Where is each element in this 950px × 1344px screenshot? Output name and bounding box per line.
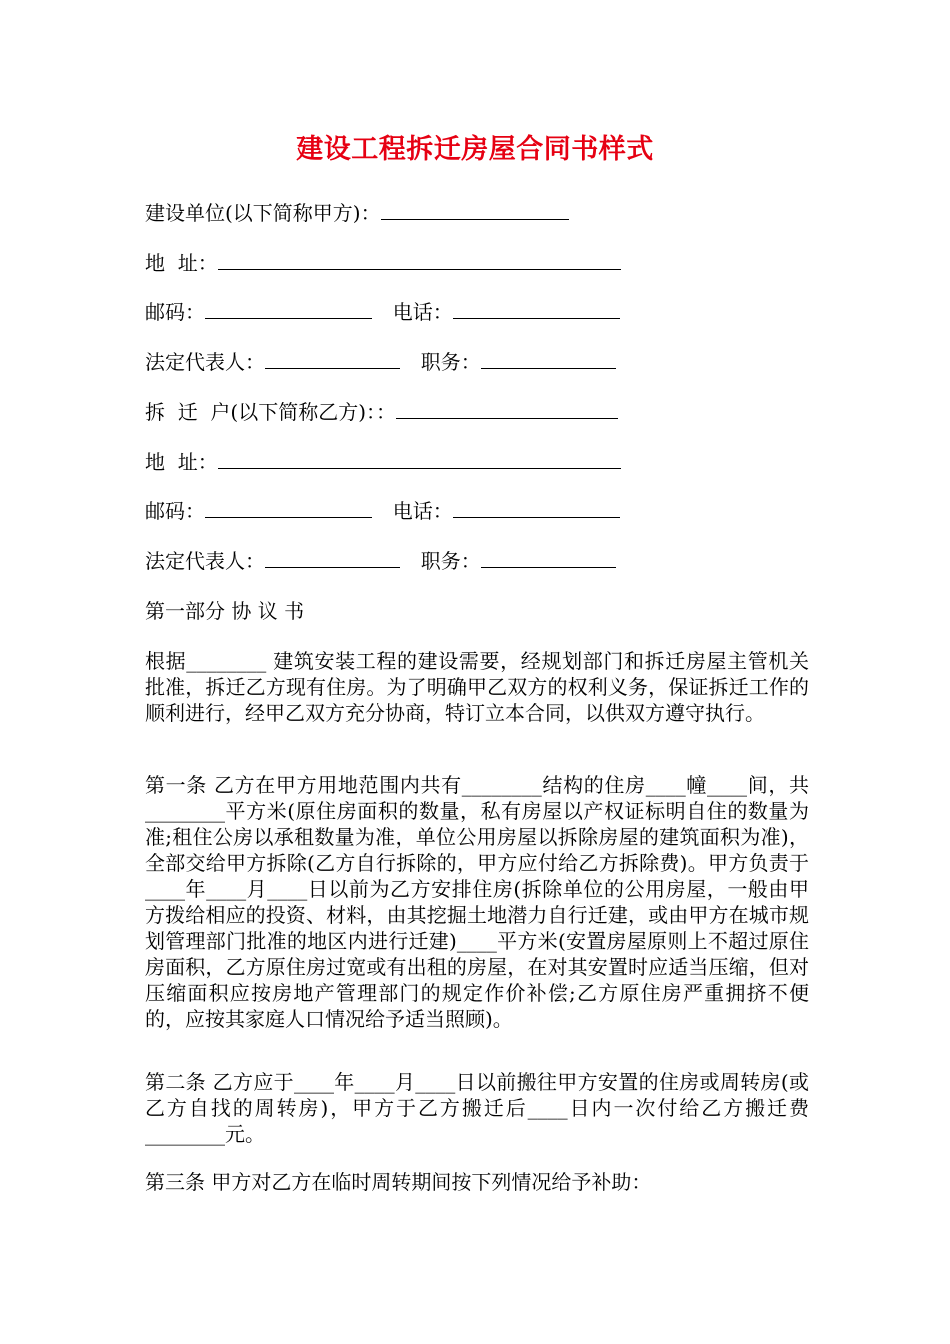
party-b-contact-row (145, 497, 620, 525)
article-3 (145, 1169, 809, 1195)
party-a-contact-row (145, 298, 620, 326)
party-b-rep-blank (265, 547, 400, 568)
intro-paragraph-text: 根据________ 建筑安装工程的建设需要，经规划部门和拆迁房屋主管机关批准，拆迁乙方现有住房。为了明确甲乙双方的权利义务，保证拆迁工作的顺利进行，经甲乙双方充分协商，特订立本合同，以供双方遵守执行。 (145, 649, 809, 725)
intro-paragraph (145, 648, 809, 726)
party-a-rep-label: 法定代表人： (145, 350, 265, 374)
party-a-unit-row (145, 199, 569, 227)
section-heading: 第一部分 协 议 书 (145, 599, 305, 623)
party-b-position-label: 职务： (420, 549, 481, 573)
party-b-unit-row (145, 398, 618, 426)
party-a-unit-blank (381, 199, 569, 220)
article-1-text: 第一条 乙方在甲方用地范围内共有________结构的住房____幢____间，共________平方米(原住房面积的数量，私有房屋以产权证标明自住的数量为准;租住公房以承租数量为准，单位公用房屋以拆除房屋的建筑面积为准)，全部交给甲方拆除(乙方自行拆除的，甲方应付给乙方拆除费)。甲方负责于____年____月____日以前为乙方安排住房(拆除单位的公用房屋，一般由甲方拨给相应的投资、材料，由其挖掘土地潜力自行迁建，或由甲方在城市规划管理部门批准的地区内进行迁建)____平方米(安置房屋原则上不超过原住房面积，乙方原住房过宽或有出租的房屋，在对其安置时应适当压缩，但对压缩面积应按房地产管理部门的规定作价补偿;乙方原住房严重拥挤不便的，应按其家庭人口情况给予适当照顾)。 (145, 773, 809, 1031)
article-1 (145, 772, 809, 1032)
party-a-postcode-label: 邮码： (145, 300, 205, 324)
party-a-phone-blank (453, 298, 620, 319)
party-b-address-row (145, 448, 621, 476)
party-b-rep-label: 法定代表人： (145, 549, 265, 573)
party-b-position-blank (481, 547, 616, 568)
party-b-unit-label: 拆 迁 户(以下简称乙方)：： (145, 400, 397, 424)
article-2 (145, 1069, 809, 1147)
party-b-rep-row (145, 547, 616, 575)
party-b-address-label: 地 址： (145, 450, 218, 474)
party-b-postcode-blank (205, 497, 372, 518)
party-a-position-label: 职务： (420, 350, 481, 374)
party-b-phone-label: 电话： (392, 499, 453, 523)
party-b-phone-blank (453, 497, 620, 518)
party-a-phone-label: 电话： (392, 300, 453, 324)
party-a-address-row (145, 249, 621, 277)
party-a-rep-row (145, 348, 616, 376)
party-a-address-blank (218, 249, 621, 270)
party-a-postcode-blank (205, 298, 372, 319)
party-a-address-label: 地 址： (145, 251, 218, 275)
party-b-address-blank (218, 448, 621, 469)
article-3-text: 第三条 甲方对乙方在临时周转期间按下列情况给予补助： (145, 1170, 652, 1194)
article-2-text: 第二条 乙方应于____年____月____日以前搬往甲方安置的住房或周转房(或乙方自找的周转房)，甲方于乙方搬迁后____日内一次付给乙方搬迁费________元。 (145, 1070, 809, 1146)
party-a-position-blank (481, 348, 616, 369)
party-b-postcode-label: 邮码： (145, 499, 205, 523)
party-a-rep-blank (265, 348, 400, 369)
party-a-unit-label: 建设单位(以下简称甲方)： (145, 201, 381, 225)
document-title: 建设工程拆迁房屋合同书样式 (296, 134, 654, 165)
party-b-unit-blank (396, 398, 618, 419)
